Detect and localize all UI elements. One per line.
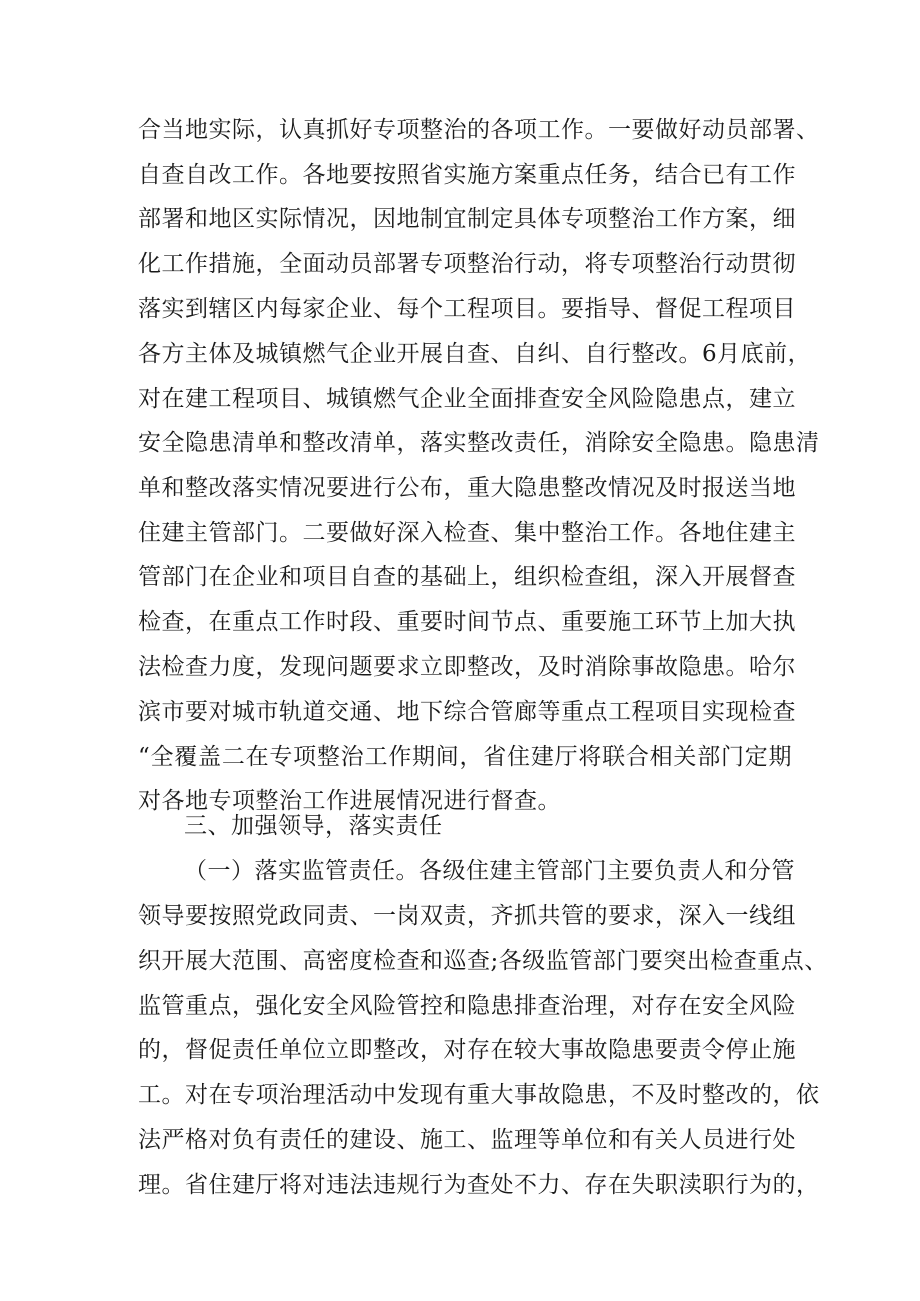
- para1-line-4: 化工作措施，全面动员部署专项整治行动，将专项整治行动贯彻: [138, 251, 796, 277]
- para2-line-8: 理。省住建厅将对违法违规行为查处不力、存在失职渎职行为的，: [138, 1172, 820, 1198]
- para2-line-5: 的，督促责任单位立即整改，对存在较大事故隐患要责令停止施: [138, 1037, 796, 1063]
- para1-line-6: 各方主体及城镇燃气企业开展自查、自纠、自行整改。6月底前，: [138, 341, 812, 367]
- para1-line-7: 对在建工程项目、城镇燃气企业全面排查安全风险隐患点，建立: [138, 386, 796, 412]
- para1-line-1: 合当地实际，认真抓好专项整治的各项工作。一要做好动员部署、: [138, 117, 820, 143]
- para2-line-3: 织开展大范围、高密度检查和巡查;各级监管部门要突出检查重点、: [138, 948, 828, 974]
- para2-line-4: 监管重点，强化安全风险管控和隐患排查治理，对存在安全风险: [138, 993, 796, 1019]
- para2-line-7: 法严格对负有责任的建设、施工、监理等单位和有关人员进行处: [138, 1127, 796, 1153]
- para1-line-15: “全覆盖二在专项整治工作期间，省住建厅将联合相关部门定期: [138, 744, 792, 770]
- para1-line-2: 自查自改工作。各地要按照省实施方案重点任务，结合已有工作: [138, 162, 796, 188]
- section-heading: 三、加强领导，落实责任: [184, 813, 443, 839]
- para1-line-10: 住建主管部门。二要做好深入检查、集中整治工作。各地住建主: [138, 520, 796, 546]
- para2-line-1: （一）落实监管责任。各级住建主管部门主要负责人和分管: [184, 858, 795, 884]
- para2-line-6: 工。对在专项治理活动中发现有重大事故隐患，不及时整改的，依: [138, 1082, 820, 1108]
- para1-line-14: 滨市要对城市轨道交通、地下综合管廊等重点工程项目实现检查: [138, 699, 796, 725]
- para1-line-16: 对各地专项整治工作进展情况进行督查。: [138, 788, 561, 814]
- para1-line-9: 单和整改落实情况要进行公布，重大隐患整改情况及时报送当地: [138, 475, 796, 501]
- para1-line-11: 管部门在企业和项目自查的基础上，组织检查组，深入开展督查: [138, 564, 796, 590]
- para1-line-8: 安全隐患清单和整改清单，落实整改责任，消除安全隐患。隐患清: [138, 430, 820, 456]
- para1-line-3: 部署和地区实际情况，因地制宜制定具体专项整治工作方案，细: [138, 206, 796, 232]
- para2-line-2: 领导要按照党政同责、一岗双责，齐抓共管的要求，深入一线组: [138, 903, 796, 929]
- para1-line-12: 检查，在重点工作时段、重要时间节点、重要施工环节上加大执: [138, 609, 796, 635]
- para1-line-5: 落实到辖区内每家企业、每个工程项目。要指导、督促工程项目: [138, 296, 796, 322]
- para1-line-13: 法检查力度，发现问题要求立即整改，及时消除事故隐患。哈尔: [138, 654, 796, 680]
